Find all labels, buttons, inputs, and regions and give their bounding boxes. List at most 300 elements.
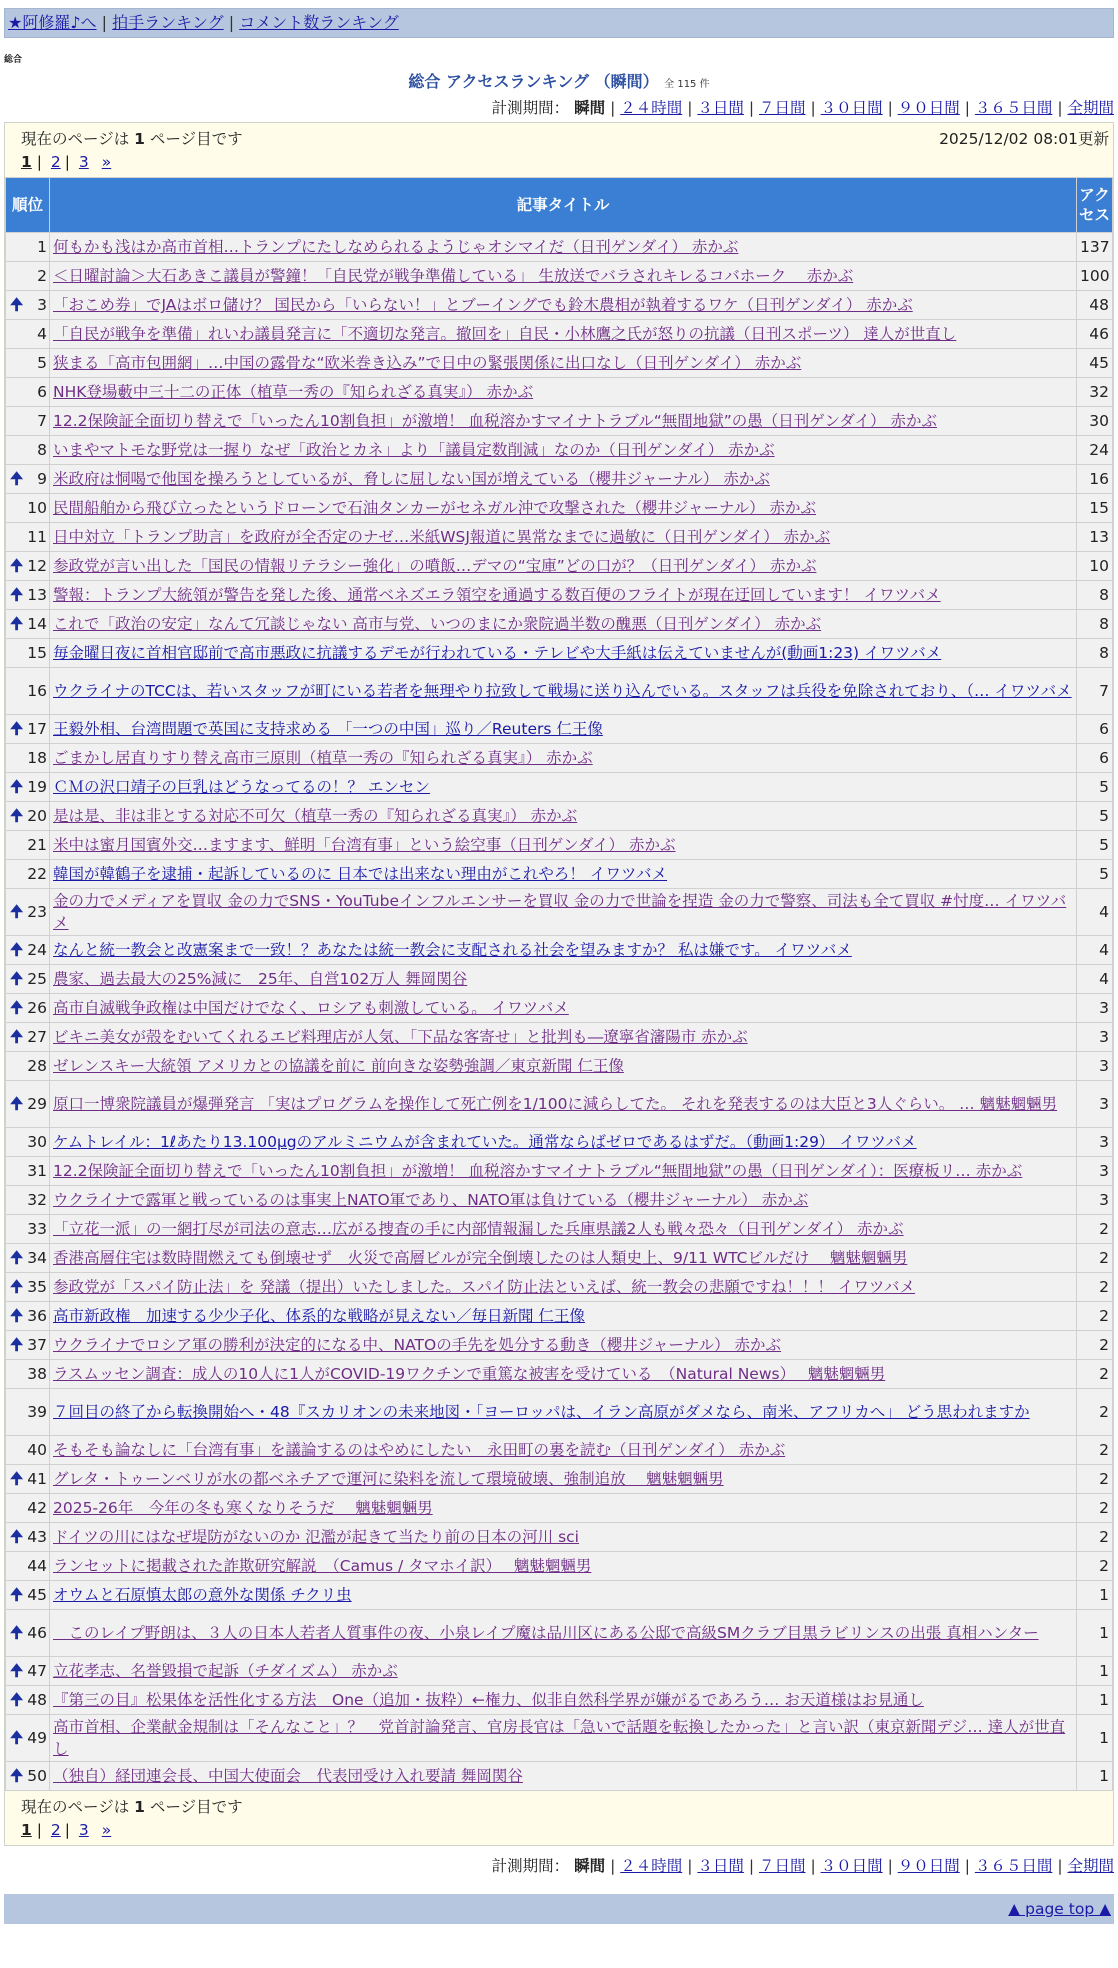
table-row <box>6 1465 1113 1494</box>
rank-cell <box>6 639 50 668</box>
table-row <box>6 889 1113 936</box>
rank-cell <box>6 1581 50 1610</box>
article-link[interactable]: ケムトレイル：1ℓあたり13.100μgのアルミニウムが含まれていた。通常ならばゼロであるはずだ。（動画1:29） イワツバメ <box>53 1133 917 1151</box>
article-link[interactable]: ＜日曜討論＞大石あきこ議員が警鐘！「自民党が戦争準備している」 生放送でバラされキレるコバホーク 赤かぶ <box>53 267 854 285</box>
title-cell <box>50 1436 1077 1465</box>
article-link[interactable]: いまやマトモな野党は一握り なぜ「政治とカネ」より「議員定数削減」なのか（日刊ゲンダイ） 赤かぶ <box>53 441 775 459</box>
period-current: 瞬間 <box>574 1857 606 1875</box>
period-separator: | <box>810 99 816 117</box>
rank-cell <box>6 1215 50 1244</box>
article-link[interactable]: 警報：トランプ大統領が警告を発した後、通常ベネズエラ領空を通過する数百便のフライトが現在迂回しています！ イワツバメ <box>53 586 941 604</box>
table-row <box>6 715 1113 744</box>
access-count: 2 <box>1077 1302 1113 1331</box>
rank-cell <box>6 1186 50 1215</box>
access-count: 24 <box>1077 436 1113 465</box>
rank-number: 11 <box>27 528 47 546</box>
access-count: 3 <box>1077 1081 1113 1128</box>
rank-number: 48 <box>27 1691 47 1709</box>
rank-cell <box>6 1389 50 1436</box>
rank-cell <box>6 610 50 639</box>
access-count: 4 <box>1077 936 1113 965</box>
article-link[interactable]: ウクライナでロシア軍の勝利が決定的になる中、NATOの手先を処分する動き（櫻井ジャーナル） 赤かぶ <box>53 1336 782 1354</box>
rank-number: 21 <box>27 836 47 854</box>
access-count: 100 <box>1077 262 1113 291</box>
pager-page-2[interactable]: 2 <box>50 153 61 171</box>
rank-number: 37 <box>27 1336 47 1354</box>
period-7d[interactable]: ７日間 <box>758 1857 806 1875</box>
article-link[interactable]: 2025-26年 今年の冬も寒くなりそうだ 魑魅魍魎男 <box>53 1499 433 1517</box>
period-separator: | <box>687 1857 693 1875</box>
pager-page-3[interactable]: 3 <box>78 153 89 171</box>
table-row <box>6 1389 1113 1436</box>
title-cell <box>50 831 1077 860</box>
title-cell <box>50 1581 1077 1610</box>
access-count: 2 <box>1077 1331 1113 1360</box>
table-row <box>6 1360 1113 1389</box>
article-link[interactable]: グレタ・トゥーンベリが水の都ベネチアで運河に染料を流して環境破壊、強制追放 魑魅魍魎男 <box>53 1470 724 1488</box>
table-row <box>6 291 1113 320</box>
table-row <box>6 581 1113 610</box>
up-arrow-icon: 🠉 <box>10 1661 24 1680</box>
rank-cell <box>6 233 50 262</box>
article-link[interactable]: なんと統一教会と改憲案まで一致！？あなたは統一教会に支配される社会を望みますか？ 私は嫌です。 イワツバメ <box>53 941 852 959</box>
title-cell <box>50 291 1077 320</box>
title-cell <box>50 1331 1077 1360</box>
table-row <box>6 1052 1113 1081</box>
rank-cell <box>6 1302 50 1331</box>
title-cell <box>50 1610 1077 1657</box>
table-row <box>6 552 1113 581</box>
title-cell <box>50 465 1077 494</box>
article-link[interactable]: ごまかし居直りすり替え高市三原則（植草一秀の『知られざる真実』） 赤かぶ <box>53 749 593 767</box>
access-count: 3 <box>1077 994 1113 1023</box>
article-link[interactable]: 韓国が韓鶴子を逮捕・起訴しているのに 日本では出来ない理由がこれやろ！ イワツバメ <box>53 865 668 883</box>
rank-number: 47 <box>27 1662 47 1680</box>
article-link[interactable]: 高市首相、企業献金規制は「そんなこと」？ 党首討論発言、官房長官は「急いで話題を転換したかった」と言い訳（東京新聞デジ… 達人が世直し <box>53 1718 1066 1758</box>
title-cell <box>50 639 1077 668</box>
access-count: 2 <box>1077 1552 1113 1581</box>
table-row <box>6 1552 1113 1581</box>
period-90d[interactable]: ９０日間 <box>897 99 960 117</box>
title-cell <box>50 1273 1077 1302</box>
article-link[interactable]: 12.2保険証全面切り替えで「いったん10割負担」が激増！ 血税溶かすマイナトラブル“無間地獄”の愚（日刊ゲンダイ） 赤かぶ <box>53 412 937 430</box>
rank-number: 46 <box>27 1624 47 1642</box>
access-count: 2 <box>1077 1436 1113 1465</box>
article-link[interactable]: 高市自滅戦争政権は中国だけでなく、ロシアも刺激している。 イワツバメ <box>53 999 569 1017</box>
rank-cell <box>6 994 50 1023</box>
pager-page-2[interactable]: 2 <box>50 1821 61 1839</box>
up-arrow-icon: 🠉 <box>10 1027 24 1046</box>
access-count: 7 <box>1077 668 1113 715</box>
table-row <box>6 465 1113 494</box>
article-link[interactable]: そもそも論なしに「台湾有事」を議論するのはやめにしたい 永田町の裏を読む（日刊ゲンダイ） 赤かぶ <box>53 1441 786 1459</box>
rank-number: 5 <box>37 354 47 372</box>
article-link[interactable]: ウクライナで露軍と戦っているのは事実上NATO軍であり、NATO軍は負けている（櫻井ジャーナル） 赤かぶ <box>53 1191 809 1209</box>
title-cell <box>50 1244 1077 1273</box>
rank-cell <box>6 744 50 773</box>
pager-next[interactable]: » <box>101 153 112 171</box>
up-arrow-icon: 🠉 <box>10 1248 24 1267</box>
rank-number: 22 <box>27 865 47 883</box>
article-link[interactable]: 米政府は恫喝で他国を操ろうとしているが、脅しに屈しない国が増えている（櫻井ジャーナル） 赤かぶ <box>53 470 770 488</box>
period-365d[interactable]: ３６５日間 <box>974 1857 1053 1875</box>
rank-cell <box>6 860 50 889</box>
title-cell <box>50 889 1077 936</box>
pager-page-3[interactable]: 3 <box>78 1821 89 1839</box>
col-header-rank <box>6 178 50 233</box>
period-24h[interactable]: ２４時間 <box>620 1857 683 1875</box>
pager-current: 1 <box>21 153 32 171</box>
title-cell <box>50 1523 1077 1552</box>
rank-cell <box>6 668 50 715</box>
article-link[interactable]: 日中対立「トランプ助言」を政府が全否定のナゼ…米紙WSJ報道に異常なまでに過敏に（日刊ゲンダイ） 赤かぶ <box>53 528 831 546</box>
article-link[interactable]: ランセットに掲載された詐欺研究解説 （Camus / タマホイ訳） 魑魅魍魎男 <box>53 1557 592 1575</box>
period-selector-bottom <box>4 1854 1114 1876</box>
table-row <box>6 494 1113 523</box>
period-all[interactable]: 全期間 <box>1067 99 1114 117</box>
title-cell <box>50 1762 1077 1791</box>
access-count: 4 <box>1077 965 1113 994</box>
article-link[interactable]: ＣＭの沢口靖子の巨乳はどうなってるの！？ エンセン <box>53 778 430 796</box>
access-count: 3 <box>1077 1128 1113 1157</box>
rank-number: 32 <box>27 1191 47 1209</box>
article-link[interactable]: 香港高層住宅は数時間燃えても倒壊せず 火災で高層ビルが完全倒壊したのは人類史上、9/11 WTCビルだけ 魑魅魍魎男 <box>53 1249 908 1267</box>
table-row <box>6 407 1113 436</box>
rank-cell <box>6 494 50 523</box>
page-info-top <box>5 123 1113 177</box>
table-row <box>6 1715 1113 1762</box>
table-row <box>6 965 1113 994</box>
rank-cell <box>6 1360 50 1389</box>
access-count: 3 <box>1077 1186 1113 1215</box>
title-cell <box>50 523 1077 552</box>
table-row <box>6 773 1113 802</box>
rank-cell <box>6 889 50 936</box>
ranking-title: 総合 アクセスランキング （瞬間） <box>408 72 659 91</box>
rank-number: 6 <box>37 383 47 401</box>
article-link[interactable]: オウムと石原慎太郎の意外な関係 チクリ虫 <box>53 1586 352 1604</box>
title-cell <box>50 802 1077 831</box>
article-link[interactable]: 金の力でメディアを買収 金の力でSNS・YouTubeインフルエンサーを買収 金の力で世論を捏造 金の力で警察、司法も全て買収 #忖度… イワツバメ <box>53 892 1067 932</box>
up-arrow-icon: 🠉 <box>10 1094 24 1113</box>
rank-number: 13 <box>27 586 47 604</box>
period-30d[interactable]: ３０日間 <box>820 1857 883 1875</box>
col-header-access-label: アクセス <box>1078 186 1110 224</box>
access-count: 1 <box>1077 1686 1113 1715</box>
rank-number: 4 <box>37 325 47 343</box>
table-row <box>6 1436 1113 1465</box>
period-separator: | <box>1057 99 1063 117</box>
rank-number: 45 <box>27 1586 47 1604</box>
rank-number: 28 <box>27 1057 47 1075</box>
article-link[interactable]: 「おこめ券」でJAはボロ儲け？ 国民から「いらない！」とブーイングでも鈴木農相が執着するワケ（日刊ゲンダイ） 赤かぶ <box>53 296 913 314</box>
article-link[interactable]: これで「政治の安定」なんて冗談じゃない 高市与党、いつのまにか衆院過半数の醜悪（日刊ゲンダイ） 赤かぶ <box>53 615 822 633</box>
current-page-suffix: ページ目です <box>149 130 243 148</box>
table-row <box>6 1302 1113 1331</box>
article-link[interactable]: 参政党が「スパイ防止法」を 発議（提出）いたしました。スパイ防止法といえば、統一教会の悲願ですね！！！ イワツバメ <box>53 1278 916 1296</box>
rank-number: 31 <box>27 1162 47 1180</box>
title-cell <box>50 994 1077 1023</box>
rank-number: 29 <box>27 1095 47 1113</box>
rank-number: 42 <box>27 1499 47 1517</box>
rank-number: 50 <box>27 1767 47 1785</box>
article-link[interactable]: 原口一博衆院議員が爆弾発言 「実はプログラムを操作して死亡例を1/100に減らしてた。 それを発表するのは大臣と3人ぐらい。 … 魑魅魍魎男 <box>53 1095 1058 1113</box>
access-count: 8 <box>1077 639 1113 668</box>
access-count: 2 <box>1077 1523 1113 1552</box>
rank-number: 39 <box>27 1403 47 1421</box>
rank-cell <box>6 407 50 436</box>
nav-separator: | <box>228 13 235 32</box>
access-count: 3 <box>1077 1157 1113 1186</box>
article-link[interactable]: 高市新政権 加速する少少子化、体系的な戦略が見えない／毎日新聞 仁王像 <box>53 1307 585 1325</box>
access-count: 1 <box>1077 1657 1113 1686</box>
title-cell <box>50 552 1077 581</box>
access-count: 3 <box>1077 1023 1113 1052</box>
title-cell <box>50 1686 1077 1715</box>
title-cell <box>50 581 1077 610</box>
period-24h[interactable]: ２４時間 <box>620 99 683 117</box>
rank-number: 1 <box>37 238 47 256</box>
rank-number: 41 <box>27 1470 47 1488</box>
article-link[interactable]: 米中は蜜月国賓外交…ますます、鮮明「台湾有事」という絵空事（日刊ゲンダイ） 赤かぶ <box>53 836 676 854</box>
up-arrow-icon: 🠉 <box>10 1585 24 1604</box>
up-arrow-icon: 🠉 <box>10 1306 24 1325</box>
period-separator: | <box>610 99 616 117</box>
pager-current: 1 <box>21 1821 32 1839</box>
footer-bar <box>4 1894 1114 1924</box>
title-cell <box>50 1157 1077 1186</box>
access-count: 137 <box>1077 233 1113 262</box>
article-link[interactable]: ビキニ美女が殻をむいてくれるエビ料理店が人気、「下品な客寄せ」と批判も―遼寧省瀋陽市 赤かぶ <box>53 1028 748 1046</box>
table-row <box>6 639 1113 668</box>
access-count: 1 <box>1077 1581 1113 1610</box>
current-page-number: 1 <box>134 130 145 148</box>
up-arrow-icon: 🠉 <box>10 969 24 988</box>
ranking-box <box>4 122 1114 1846</box>
article-link[interactable]: 毎金曜日夜に首相官邸前で高市悪政に抗議するデモが行われている・テレビや大手紙は伝えていませんが(動画1:23) イワツバメ <box>53 644 942 662</box>
access-count: 46 <box>1077 320 1113 349</box>
access-count: 2 <box>1077 1465 1113 1494</box>
article-link[interactable]: このレイプ野朗は、３人の日本人若者人質事件の夜、小泉レイプ魔は品川区にある公邸で高級SMクラブ目黒ラビリンスの出張 真相ハンター <box>53 1624 1039 1642</box>
rank-cell <box>6 1494 50 1523</box>
access-count: 30 <box>1077 407 1113 436</box>
current-page-prefix: 現在のページは <box>21 1798 130 1816</box>
top-nav <box>4 8 1114 38</box>
table-row <box>6 1762 1113 1791</box>
updated-time: 2025/12/02 08:01更新 <box>939 130 1109 148</box>
article-link[interactable]: ラスムッセン調査：成人の10人に1人がCOVID-19ワクチンで重篤な被害を受けている （Natural News） 魑魅魍魎男 <box>53 1365 886 1383</box>
article-link[interactable]: ７回目の終了から転換開始へ・48『スカリオンの未来地図・「ヨーロッパは、イラン高原がダメなら、南米、アフリカへ」 どう思われますか <box>53 1403 1030 1421</box>
rank-cell <box>6 965 50 994</box>
table-row <box>6 320 1113 349</box>
table-row <box>6 668 1113 715</box>
period-30d[interactable]: ３０日間 <box>820 99 883 117</box>
period-label: 計測期間： <box>491 99 570 117</box>
table-row <box>6 831 1113 860</box>
title-cell <box>50 1552 1077 1581</box>
rank-cell <box>6 291 50 320</box>
up-arrow-icon: 🠉 <box>10 902 24 921</box>
article-link[interactable]: 立花孝志、名誉毀損で起訴（チダイズム） 赤かぶ <box>53 1662 398 1680</box>
article-link[interactable]: 民間船舶から飛び立ったというドローンで石油タンカーがセネガル沖で攻撃された（櫻井ジャーナル） 赤かぶ <box>53 499 817 517</box>
access-count: 5 <box>1077 860 1113 889</box>
table-row <box>6 1494 1113 1523</box>
rank-number: 35 <box>27 1278 47 1296</box>
title-cell <box>50 233 1077 262</box>
period-selector-top <box>4 96 1114 118</box>
access-count: 4 <box>1077 889 1113 936</box>
access-count: 2 <box>1077 1389 1113 1436</box>
table-row <box>6 860 1113 889</box>
rank-number: 49 <box>27 1729 47 1747</box>
up-arrow-icon: 🠉 <box>10 1335 24 1354</box>
rank-cell <box>6 1081 50 1128</box>
nav-applause-ranking[interactable]: 拍手ランキング <box>112 13 224 32</box>
rank-number: 24 <box>27 941 47 959</box>
page-top-link[interactable]: ▲ page top ▲ <box>1008 1900 1111 1918</box>
table-row <box>6 610 1113 639</box>
period-90d[interactable]: ９０日間 <box>897 1857 960 1875</box>
rank-cell <box>6 1436 50 1465</box>
period-separator: | <box>964 99 970 117</box>
table-row <box>6 936 1113 965</box>
title-cell <box>50 860 1077 889</box>
nav-comment-ranking[interactable]: コメント数ランキング <box>239 13 399 32</box>
title-cell <box>50 1302 1077 1331</box>
article-link[interactable]: 「立花一派」の一網打尽が司法の意志…広がる捜査の手に内部情報漏した兵庫県議2人も戦々恐々（日刊ゲンダイ） 赤かぶ <box>53 1220 904 1238</box>
pager-top: 1 | 2 | 3 » <box>21 153 112 171</box>
period-separator: | <box>610 1857 616 1875</box>
rank-number: 16 <box>27 682 47 700</box>
period-365d[interactable]: ３６５日間 <box>974 99 1053 117</box>
up-arrow-icon: 🠉 <box>10 585 24 604</box>
rank-cell <box>6 1331 50 1360</box>
rank-cell <box>6 523 50 552</box>
period-7d[interactable]: ７日間 <box>758 99 806 117</box>
title-cell <box>50 1186 1077 1215</box>
rank-number: 27 <box>27 1028 47 1046</box>
access-count: 6 <box>1077 715 1113 744</box>
rank-cell <box>6 465 50 494</box>
genre-label: 総合 <box>4 55 23 65</box>
current-page-suffix: ページ目です <box>149 1798 243 1816</box>
table-row <box>6 523 1113 552</box>
table-row <box>6 262 1113 291</box>
rank-cell <box>6 1657 50 1686</box>
period-3d[interactable]: ３日間 <box>697 99 744 117</box>
pager-next[interactable]: » <box>101 1821 112 1839</box>
current-page-text <box>21 127 1097 149</box>
current-page-prefix: 現在のページは <box>21 130 130 148</box>
nav-asyura-home[interactable]: ★阿修羅♪へ <box>8 13 97 32</box>
rank-cell <box>6 349 50 378</box>
rank-number: 7 <box>37 412 47 430</box>
access-count: 5 <box>1077 802 1113 831</box>
access-count: 1 <box>1077 1715 1113 1762</box>
article-link[interactable]: NHK登場藪中三十二の正体（植草一秀の『知られざる真実』） 赤かぶ <box>53 383 534 401</box>
period-all[interactable]: 全期間 <box>1067 1857 1114 1875</box>
article-link[interactable]: ドイツの川にはなぜ堤防がないのか 氾濫が起きて当たり前の日本の河川 sci <box>53 1528 579 1546</box>
article-link[interactable]: 何もかも浅はか高市首相…トランプにたしなめられるようじゃオシマイだ（日刊ゲンダイ） 赤かぶ <box>53 238 739 256</box>
rank-number: 20 <box>27 807 47 825</box>
period-3d[interactable]: ３日間 <box>697 1857 744 1875</box>
article-link[interactable]: 農家、過去最大の25%減に 25年、自営102万人 舞岡関谷 <box>53 970 468 988</box>
access-count: 8 <box>1077 581 1113 610</box>
up-arrow-icon: 🠉 <box>10 1690 24 1709</box>
rank-number: 15 <box>27 644 47 662</box>
rank-cell <box>6 1523 50 1552</box>
rank-cell <box>6 262 50 291</box>
col-header-title: 記事タイトル <box>50 178 1077 233</box>
article-link[interactable]: 狭まる「高市包囲網」…中国の露骨な“欧米巻き込み”で日中の緊張関係に出口なし（日刊ゲンダイ） 赤かぶ <box>53 354 802 372</box>
access-count: 1 <box>1077 1762 1113 1791</box>
pager-bottom: 1 | 2 | 3 » <box>21 1821 112 1839</box>
table-row <box>6 1128 1113 1157</box>
rank-cell <box>6 436 50 465</box>
access-count: 15 <box>1077 494 1113 523</box>
table-row <box>6 378 1113 407</box>
access-count: 2 <box>1077 1215 1113 1244</box>
table-row <box>6 1244 1113 1273</box>
rank-cell <box>6 1157 50 1186</box>
article-link[interactable]: 「自民が戦争を準備」れいわ議員発言に「不適切な発言。撤回を」自民・小林鷹之氏が怒りの抗議（日刊スポーツ） 達人が世直し <box>53 325 957 343</box>
article-link[interactable]: 王毅外相、台湾問題で英国に支持求める 「一つの中国」巡り／Reuters 仁王像 <box>53 720 603 738</box>
period-separator: | <box>1057 1857 1063 1875</box>
article-link[interactable]: ウクライナのTCCは、若いスタッフが町にいる若者を無理やり拉致して戦場に送り込んでいる。スタッフは兵役を免除されており、（… イワツバメ <box>53 682 1072 700</box>
title-cell <box>50 494 1077 523</box>
table-row <box>6 1157 1113 1186</box>
article-link[interactable]: 是は是、非は非とする対応不可欠（植草一秀の『知られざる真実』） 赤かぶ <box>53 807 578 825</box>
article-link[interactable]: 12.2保険証全面切り替えで「いったん10割負担」が激増！ 血税溶かすマイナトラブル“無間地獄”の愚（日刊ゲンダイ）：医療板リ… 赤かぶ <box>53 1162 1023 1180</box>
table-row <box>6 802 1113 831</box>
access-count: 13 <box>1077 523 1113 552</box>
total-count: 全 115 件 <box>664 79 710 90</box>
rank-number: 34 <box>27 1249 47 1267</box>
rank-cell <box>6 1465 50 1494</box>
table-row <box>6 1657 1113 1686</box>
rank-cell <box>6 1052 50 1081</box>
article-link[interactable]: （独自）経団連会長、中国大使面会 代表団受け入れ要請 舞岡関谷 <box>53 1767 523 1785</box>
rank-cell <box>6 715 50 744</box>
access-count: 6 <box>1077 744 1113 773</box>
up-arrow-icon: 🠉 <box>10 1469 24 1488</box>
rank-cell <box>6 320 50 349</box>
nav-separator: | <box>101 13 108 32</box>
rank-number: 9 <box>37 470 47 488</box>
table-row <box>6 1081 1113 1128</box>
rank-number: 23 <box>27 903 47 921</box>
title-cell <box>50 773 1077 802</box>
access-count: 2 <box>1077 1273 1113 1302</box>
title-cell <box>50 1128 1077 1157</box>
rank-number: 17 <box>27 720 47 738</box>
rank-number: 2 <box>37 267 47 285</box>
current-page-text <box>21 1795 1097 1817</box>
title-cell <box>50 936 1077 965</box>
access-count: 2 <box>1077 1244 1113 1273</box>
period-separator: | <box>887 99 893 117</box>
article-link[interactable]: 『第三の目』松果体を活性化する方法 One（追加・抜粋）←権力、似非自然科学界が嫌がるであろう… お天道様はお見通し <box>53 1691 924 1709</box>
period-current: 瞬間 <box>574 99 606 117</box>
period-separator: | <box>748 1857 755 1875</box>
table-row <box>6 1686 1113 1715</box>
article-link[interactable]: ゼレンスキー大統領 アメリカとの協議を前に 前向きな姿勢強調／東京新聞 仁王像 <box>53 1057 624 1075</box>
rank-number: 12 <box>27 557 47 575</box>
access-count: 48 <box>1077 291 1113 320</box>
access-count: 10 <box>1077 552 1113 581</box>
article-link[interactable]: 参政党が言い出した「国民の情報リテラシー強化」の噴飯…デマの“宝庫”どの口が？（日刊ゲンダイ） 赤かぶ <box>53 557 817 575</box>
rank-cell <box>6 936 50 965</box>
